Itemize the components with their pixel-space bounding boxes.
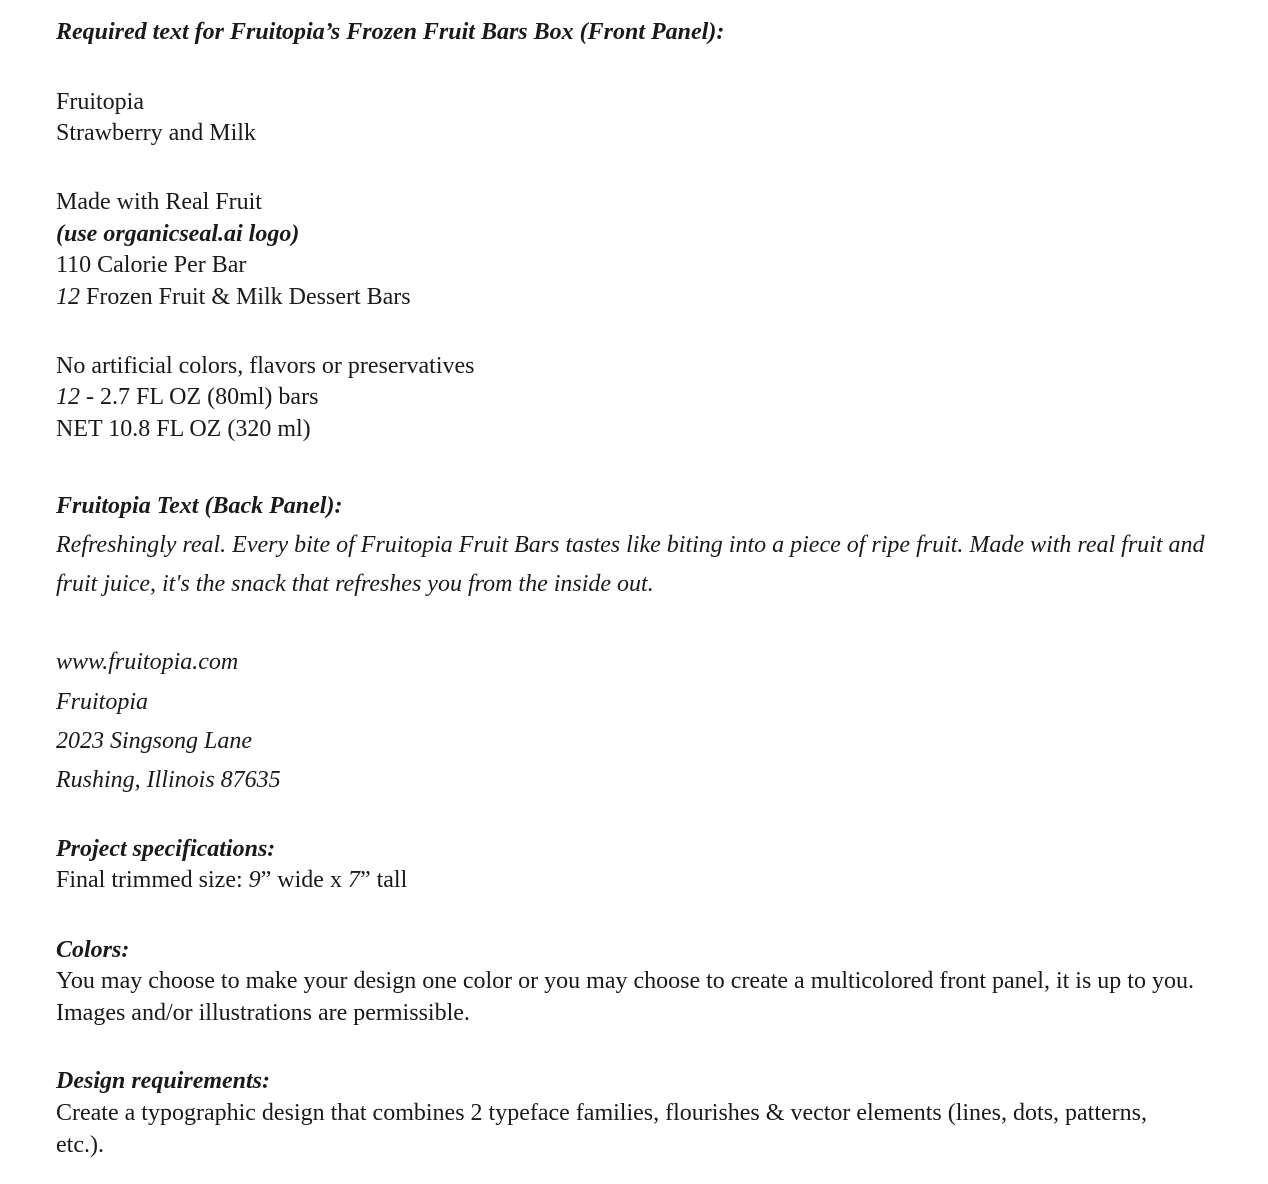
- website-text: www.fruitopia.com: [56, 649, 239, 675]
- logo-note: (use organicseal.ai logo): [56, 221, 300, 247]
- net-volume-text: NET 10.8 FL OZ (320 ml): [56, 416, 311, 442]
- bar-count-line: [56, 281, 411, 313]
- colors-body: You may choose to make your design one color or you may choose to create a multicolored front panel, it is up to you. Images and/or illustrations are permissible.: [56, 968, 1194, 1026]
- trimmed-size-line: [56, 864, 407, 896]
- front-panel-heading: Required text for Fruitopia’s Frozen Fruit Bars Box (Front Panel):: [56, 19, 725, 45]
- bar-count-number: 12: [56, 284, 80, 310]
- bar-size-text: - 2.7 FL OZ (80ml) bars: [80, 384, 319, 410]
- bar-count-text: Frozen Fruit & Milk Dessert Bars: [80, 284, 411, 310]
- design-body: Create a typographic design that combines 2 typeface families, flourishes & vector elements (lines, dots, patterns, etc.).: [56, 1100, 1148, 1158]
- company-name: Fruitopia: [56, 689, 149, 715]
- city-address: Rushing, Illinois 87635: [56, 767, 281, 793]
- brand-name: Fruitopia: [56, 89, 144, 115]
- trimmed-height-number: 7: [347, 867, 360, 893]
- trimmed-size-prefix: Final trimmed size:: [56, 867, 249, 893]
- calorie-text: 110 Calorie Per Bar: [56, 252, 247, 278]
- design-heading: Design requirements:: [56, 1068, 271, 1094]
- no-artificial-text: No artificial colors, flavors or preservatives: [56, 353, 475, 379]
- bar-size-line: [56, 381, 318, 413]
- trimmed-height-text: ” tall: [359, 867, 408, 893]
- flavor-name: Strawberry and Milk: [56, 120, 256, 146]
- colors-heading: Colors:: [56, 937, 130, 963]
- back-panel-heading: Fruitopia Text (Back Panel):: [56, 493, 343, 519]
- made-with-text: Made with Real Fruit: [56, 189, 262, 215]
- bar-size-number: 12: [56, 384, 80, 410]
- trimmed-width-number: 9: [248, 867, 261, 893]
- back-panel-body: Refreshingly real. Every bite of Fruitopia Fruit Bars tastes like biting into a piece of ripe fruit. Made with real fruit and fruit juice, it's the snack that refreshes you from the inside out.: [56, 532, 1205, 597]
- street-address: 2023 Singsong Lane: [56, 728, 253, 754]
- trimmed-width-text: ” wide x: [260, 867, 348, 893]
- specs-heading: Project specifications:: [56, 836, 276, 862]
